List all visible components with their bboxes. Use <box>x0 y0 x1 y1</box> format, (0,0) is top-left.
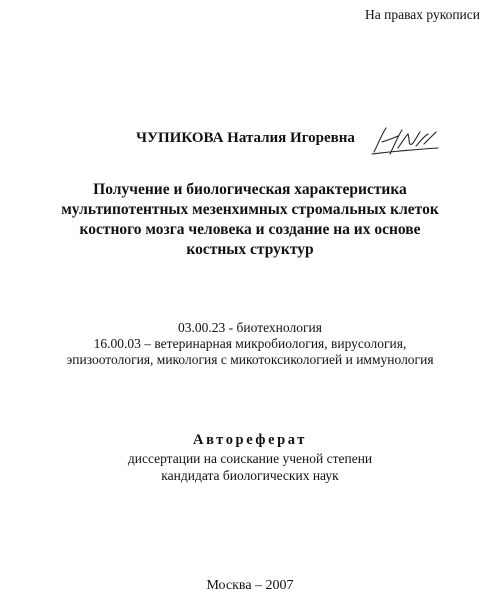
specialty-line: эпизоотология, микология с микотоксикологией и иммунология <box>66 352 434 367</box>
title-line: костного мозга человека и создание на их основе <box>79 221 421 238</box>
title-line: Получение и биологическая характеристика <box>93 181 407 198</box>
author-row <box>0 124 500 154</box>
specialty-codes <box>40 320 460 368</box>
city-year: Москва – 2007 <box>206 578 294 593</box>
handwritten-signature <box>368 124 440 158</box>
abstract-subtitle-line: кандидата биологических наук <box>161 468 339 483</box>
author-name: ЧУПИКОВА Наталия Игоревна <box>136 130 355 146</box>
specialty-line: 03.00.23 - биотехнология <box>178 320 322 335</box>
abstract-subtitle <box>40 450 460 484</box>
title-line: костных структур <box>186 241 314 258</box>
abstract-subtitle-line: диссертации на соискание ученой степени <box>127 451 373 466</box>
dissertation-title <box>40 180 460 260</box>
manuscript-rights-note: На правах рукописи <box>364 7 480 22</box>
abstract-heading: Автореферат <box>193 432 307 448</box>
specialty-line: 16.00.03 – ветеринарная микробиология, вирусология, <box>93 336 407 351</box>
title-line: мультипотентных мезенхимных стромальных клеток <box>61 201 439 218</box>
